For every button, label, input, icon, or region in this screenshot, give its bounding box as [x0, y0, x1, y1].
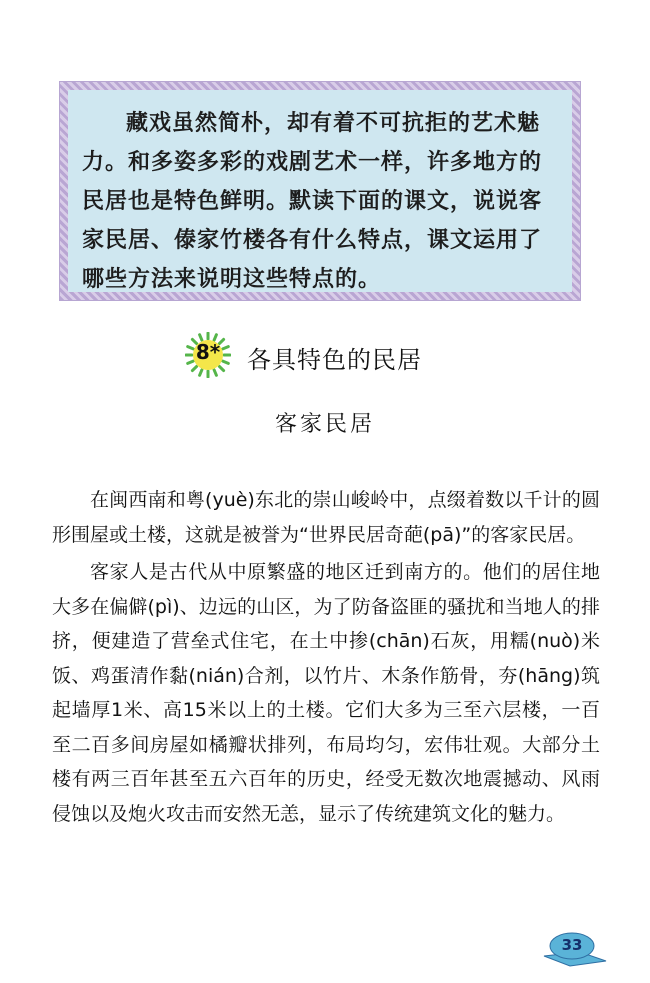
intro-box [60, 82, 580, 300]
lesson-header [185, 332, 545, 382]
paragraph-2: 客家人是古代从中原繁盛的地区迁到南方的。他们的居住地大多在偏僻(pì)、边远的山区，为了防备盗匪的骚扰和当地人的排挤，便建造了营垒式住宅，在土中掺(chān)石灰，用糯(nuò)米饭、鸡蛋清作黏(nián)合剂，以竹片、木条作筋骨，夯(hāng)筑起墙厚1米、高15米以上的土楼。它们大多为三至六层楼，一百至二百多间房屋如橘瓣状排列，布局均匀，宏伟壮观。大部分土楼有两三百年甚至五六百年的历史，经受无数次地震撼动、风雨侵蚀以及炮火攻击而安然无恙，显示了传统建筑文化的魅力。 [52, 561, 600, 825]
intro-text [82, 104, 562, 299]
lesson-title: 各具特色的民居 [247, 346, 422, 374]
body-text [52, 483, 600, 831]
page-number: 33 [561, 936, 583, 954]
lesson-number: 8* [195, 340, 221, 364]
page-number-badge [540, 928, 610, 968]
sunburst-badge-icon [185, 332, 231, 378]
section-subtitle: 客家民居 [274, 412, 375, 437]
intro-paragraph: 藏戏虽然简朴，却有着不可抗拒的艺术魅力。和多姿多彩的戏剧艺术一样，许多地方的民居也是特色鲜明。默读下面的课文，说说客家民居、傣家竹楼各有什么特点，课文运用了哪些方法来说明这些特点的。 [82, 110, 543, 292]
paragraph-1: 在闽西南和粤(yuè)东北的崇山峻岭中，点缀着数以千计的圆形围屋或土楼，这就是被誉为“世界民居奇葩(pā)”的客家民居。 [52, 489, 600, 546]
